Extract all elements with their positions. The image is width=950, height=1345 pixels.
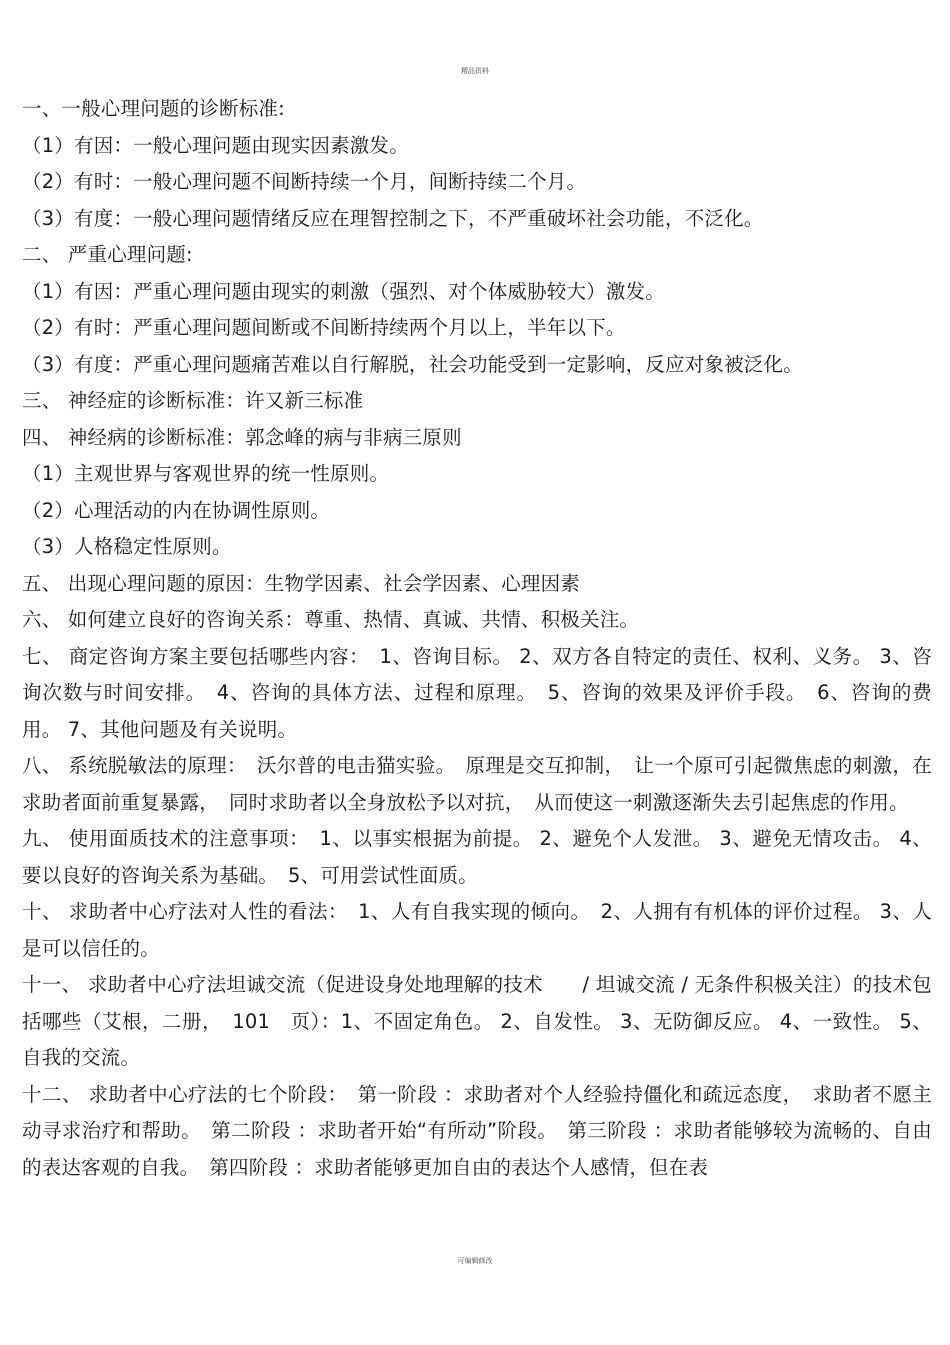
paragraph-7: 七、 商定咨询方案主要包括哪些内容： 1、咨询目标。 2、双方各自特定的责任、权利、义务。 3、咨询次数与时间安排。 4、咨询的具体方法、过程和原理。 5、咨询的效果及评价手段。 6、咨询的费用。 7、其他问题及有关说明。	[22, 644, 932, 741]
list-item: （1）有因：严重心理问题由现实的刺激（强烈、对个体威胁较大）激发。	[22, 279, 666, 303]
list-item: （3）有度：严重心理问题痛苦难以自行解脱，社会功能受到一定影响，反应对象被泛化。	[22, 352, 803, 376]
paragraph-12: 十二、 求助者中心疗法的七个阶段： 第一阶段 ：求助者对个人经验持僵化和疏远态度， 求助者不愿主动寻求治疗和帮助。 第二阶段 ：求助者开始“有所动”阶段。 第三阶段 ：求助者能够较为流畅的、自由的表达客观的自我。 第四阶段 ：求助者能够更加自由的表达个人感情，但在表	[22, 1082, 932, 1179]
list-item: （3）人格稳定性原则。	[22, 535, 232, 558]
list-item: （2）心理活动的内在协调性原则。	[22, 498, 331, 522]
list-item: （3）有度：一般心理问题情绪反应在理智控制之下，不严重破坏社会功能，不泛化。	[22, 206, 764, 230]
paragraph-11: 十一、 求助者中心疗法坦诚交流（促进设身处地理解的技术 / 坦诚交流 / 无条件积极关注）的技术包括哪些（艾根，二册， 101 页）：1、不固定角色。 2、自发性。 3、无防御反应。 4、一致性。 5、自我的交流。	[22, 973, 932, 1069]
heading-6: 六、 如何建立良好的咨询关系：尊重、热情、真诚、共情、积极关注。	[22, 608, 640, 631]
heading-1: 一、一般心理问题的诊断标准:	[22, 97, 285, 120]
heading-2: 二、 严重心理问题:	[22, 243, 193, 266]
heading-5: 五、 出现心理问题的原因：生物学因素、社会学因素、心理因素	[22, 571, 580, 595]
page-footer: 可编辑修改	[457, 1257, 493, 1265]
list-item: （2）有时：一般心理问题不间断持续一个月，间断持续二个月。	[22, 170, 587, 193]
paragraph-9: 九、 使用面质技术的注意事项： 1、以事实根据为前提。 2、避免个人发泄。 3、避免无情攻击。 4、要以良好的咨询关系为基础。 5、可用尝试性面质。	[22, 827, 932, 887]
list-item: （1）有因：一般心理问题由现实因素激发。	[22, 133, 409, 157]
page-header: 精品资料	[461, 67, 489, 75]
list-item: （1）主观世界与客观世界的统一性原则。	[22, 462, 390, 485]
heading-4: 四、 神经病的诊断标准：郭念峰的病与非病三原则	[22, 425, 462, 449]
document-body	[22, 91, 932, 1186]
paragraph-10: 十、 求助者中心疗法对人性的看法： 1、人有自我实现的倾向。 2、人拥有有机体的评价过程。 3、人是可以信任的。	[22, 900, 932, 960]
list-item: （2）有时：严重心理问题间断或不间断持续两个月以上，半年以下。	[22, 316, 626, 339]
heading-3: 三、 神经症的诊断标准：许又新三标准	[22, 389, 364, 412]
paragraph-8: 八、 系统脱敏法的原理： 沃尔普的电击猫实验。 原理是交互抑制， 让一个原可引起微焦虑的刺激，在求助者面前重复暴露， 同时求助者以全身放松予以对抗， 从而使这一刺激逐渐失去引起焦虑的作用。	[22, 754, 932, 814]
